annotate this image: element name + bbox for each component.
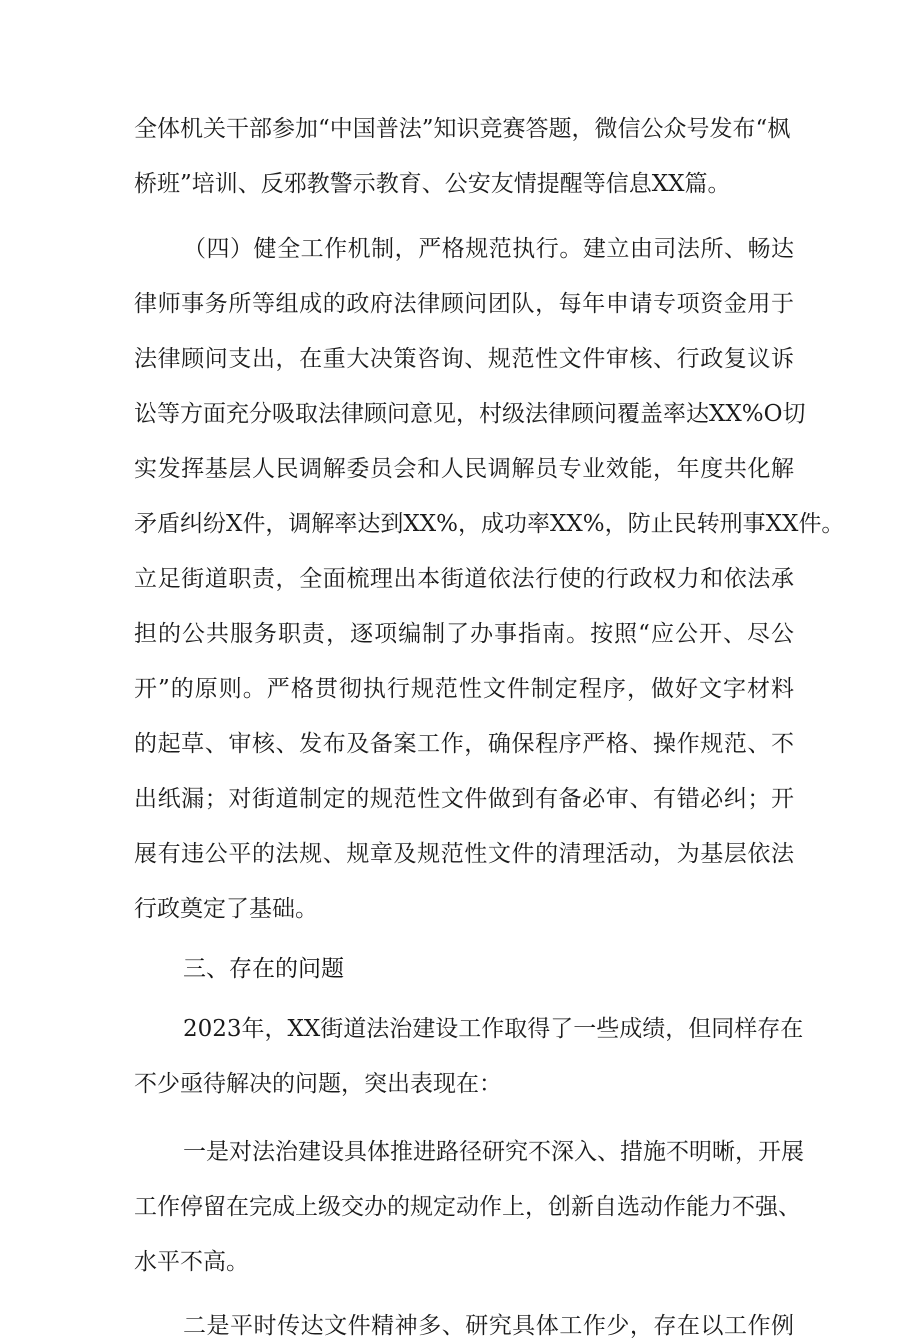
section-heading: 三、存在的问题 xyxy=(183,956,344,982)
paragraph-line: 开”的原则。严格贯彻执行规范性文件制定程序，做好文字材料 xyxy=(134,676,794,702)
paragraph-line: 的起草、审核、发布及备案工作，确保程序严格、操作规范、不 xyxy=(134,731,794,757)
paragraph-line: （四）健全工作机制，严格规范执行。建立由司法所、畅达 xyxy=(183,236,794,262)
paragraph-line: 展有违公平的法规、规章及规范性文件的清理活动，为基层依法 xyxy=(134,841,794,867)
paragraph-line: 桥班”培训、反邪教警示教育、公安友情提醒等信息XX篇。 xyxy=(134,171,731,197)
paragraph-line: 工作停留在完成上级交办的规定动作上，创新自选动作能力不强、 xyxy=(134,1194,801,1220)
paragraph-line: 讼等方面充分吸取法律顾问意见，村级法律顾问覆盖率达XX%O切 xyxy=(134,401,806,427)
paragraph-line: 矛盾纠纷X件，调解率达到XX%，成功率XX%，防止民转刑事XX件。 xyxy=(134,511,845,537)
paragraph-line: 二是平时传达文件精神多、研究具体工作少，存在以工作例 xyxy=(183,1313,794,1339)
paragraph-line: 水平不高。 xyxy=(134,1249,249,1275)
paragraph-line: 2023年，XX街道法治建设工作取得了一些成绩，但同样存在 xyxy=(183,1016,804,1042)
paragraph-line: 全体机关干部参加“中国普法”知识竞赛答题，微信公众号发布“枫 xyxy=(134,116,791,142)
paragraph-line: 法律顾问支出，在重大决策咨询、规范性文件审核、行政复议诉 xyxy=(134,346,794,372)
paragraph-line: 律师事务所等组成的政府法律顾问团队，每年申请专项资金用于 xyxy=(134,291,794,317)
paragraph-line: 一是对法治建设具体推进路径研究不深入、措施不明晰，开展 xyxy=(183,1139,804,1165)
paragraph-line: 立足街道职责，全面梳理出本街道依法行使的行政权力和依法承 xyxy=(134,566,794,592)
paragraph-line: 担的公共服务职责，逐项编制了办事指南。按照“应公开、尽公 xyxy=(134,621,794,647)
paragraph-line: 不少亟待解决的问题，突出表现在： xyxy=(134,1071,502,1097)
paragraph-line: 实发挥基层人民调解委员会和人民调解员专业效能，年度共化解 xyxy=(134,456,794,482)
paragraph-line: 出纸漏；对街道制定的规范性文件做到有备必审、有错必纠；开 xyxy=(134,786,794,812)
paragraph-line: 行政奠定了基础。 xyxy=(134,896,318,922)
